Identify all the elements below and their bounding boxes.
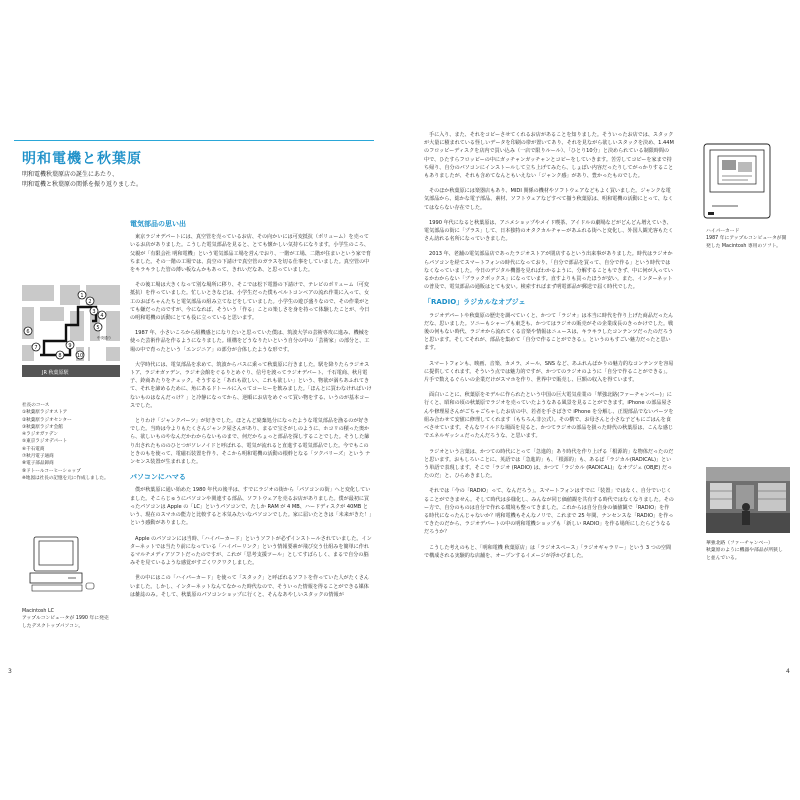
body-paragraph: 1987 年、小さいころから組機感とになりたいと思っていた僕は、筑波大学の芸術専攻に進み、機械を使った芸術作品を作るようになりました。組構をどうなりたいという自分の中の「芸術家」の部分と、工場の中で育ったという「エンジニア」の部分が合体したような形です。 [130, 330, 370, 353]
map-number: 2 [88, 299, 92, 305]
map-number: 1 [80, 293, 84, 299]
article-column-right [424, 131, 674, 567]
lead-text [22, 170, 242, 190]
lead-line: 明和電機秋葉原店の誕生にあたり、 [22, 171, 119, 178]
body-paragraph: 手に入り、また、それをコピーさせてくれるお店があることを知りました。そういったお店では、スタックが大量に積まれている怪しいデータを印刷の帯が置いてあり、それを見ながら欲しいスタックを決め、1.44M のフロッピーディスクを店内で買い込み（一店で限りルール）、「ひとり10分」と決められている制限時間の中で、ひたすらフロッピーの中にガッチャンガッチャンとコピーをしていきます。苦労してコピーを家まで持ち帰り、自分のパソコンにインストールして立ち上げてみたら、しょぼい内容だったりしてがっかりすることもありましたが、それも含めてなんともいえない「ジャンク感」があり、豊かったものでした。 [424, 132, 674, 180]
section-heading: 電気部品の思い出 [130, 220, 186, 228]
page-number-right: 4 [786, 668, 790, 675]
body-paragraph: 僕が秋葉原に通い始めた 1980 年代の後半は、すでにラジオの街から「パソコンの街」へと変化していました。そこらじゅうにパソコンや関連する部品、ソフトウェアを売るお店がありました。僕が最初に買ったパソコンは Apple の「LC」というパソコンで、たしか RAM が 4 MB、ハードディスクが 40MB という、現在のスマホの能力と比較すると本気みたいなパソコンでした。家に届いたときは「未来がきた！」という感動がありました。 [130, 487, 372, 527]
caption-line: したデスクトップパソコン。 [22, 623, 84, 629]
caption-line: アップルコンピュータが 1990 年に発売 [22, 616, 109, 622]
legend-item: ②秋葉原ラジオセンター [22, 417, 72, 423]
macintosh-lc-illustration [28, 535, 98, 593]
legend-item: ①秋葉原ラジオストア [22, 410, 68, 416]
map-number: 6 [26, 329, 30, 335]
map-legend [22, 402, 122, 482]
body-paragraph: 東京ラジオデパートには、真空管を売っているお店、その向かいには可変抵抗（ボリューム）を売っているお店がありました。こうした電気部品を見ると、とても懐かしい気持ちになります。小学生のころ、父親が「有限会社 明和電機」という電気部品工場を営んでおり、一階が工場、二階が住まいという家で育ちました。その一階の工場では、真空の下請けで真空管のガラスを切る仕事をしていました。真空管の中をキラキラした管の薄い板なんかもあって、きれいだなあ、と思っていました。 [130, 234, 372, 274]
street-label: 中央通り [97, 336, 112, 340]
caption-line: 秋葉原のように機器や部品が所狭し [706, 548, 783, 554]
map-number: 7 [34, 345, 38, 351]
body-paragraph: 2013 年、老舗の電気部品店であったラジオストアが閉店するという出来事がありました。時代はラジオからパソコンを経てスマートフォンの時代になっており、「自分で部品を買って、自分で作る」という時代ではなくなっていました。今日のデジタル機器を見ればわかるように、分解することもできず、中に何が入っているかわからない「ブラックボックス」になっています。直すよりも買ったほうが安い。また、インターネットの普及で、電気部品の通販はとても安い。検索すればまず明電部品が郵送で届く時代でした。 [424, 251, 673, 291]
akihabara-map [22, 285, 120, 390]
body-paragraph: そのほか秋葉原には楽器店もあり、MIDI 関係の機材やソフトウェアなどもよく買いました。ジャンクな電気部品から、総かな電子部品、素材、ソフトウェアなどすべて揃う秋葉原は、明和電機の活動にとって、なくてはならない存在でした。 [424, 188, 674, 211]
caption-line: 発した Macintosh 専用のソフト。 [706, 243, 781, 249]
caption-line: 1987 年にアップルコンピュータが開 [706, 236, 787, 242]
section-heading: 「RADIO」ラジカルなオブジェ [424, 298, 526, 307]
body-paragraph: とりわけ「ジャンクパーツ」が好きでした。ほとんど廃棄処分になったような電気部品を漁るのが好きでした。当時は今よりもたくさんジャンク屋さんがあり、まるで宝さがしのように、ホコリの積った奥から、欲しいものやなんだかわからないものまで、何だかちょっと部品を探しすることでした。そうした篩り出されたもののひとつがソレノイドと呼ばれる、電気が流れると直進する電気部品でした。今でもこのときのもを使って、電磁石装置を作り、そこから明和電機の活動の根幹となる「ツクバリーズ」という ナンセンス装置が生まれました。 [130, 418, 371, 466]
map-number: 5 [96, 325, 100, 331]
caption-title: Macintosh LC [22, 609, 54, 614]
legend-item: ⑨ドトールコーヒーショップ [22, 468, 81, 474]
legend-note: ※地図は社長の記憶を元に作成しました。 [22, 475, 109, 481]
map-number: 3 [92, 309, 96, 315]
lead-line: 明和電機と秋葉原の関係を振り返りました。 [22, 181, 143, 188]
legend-item: ⑥千石電商 [22, 446, 45, 452]
body-paragraph: その後工場は大きくなって別な場所に移り、そこでは松下電器の下請けで、テレビのボリューム（可変抵抗）を作っていました。忙しいときなどは、小学生だった僕もベルトコンベアの流れ作業に入って、女工のおばちゃんたちと電気部品の組み立てなどをしていました。小学生の遊び盛りなので、その作業がとても嫌だったのですが、今になれば、そういう「作る」ことの楽しさを身を持って体験したことが、今日の明和電機の活動にとても役に立っていると思います。 [130, 282, 370, 322]
electronics-market-photo [706, 467, 790, 533]
body-paragraph: ラジオという言葉は、かつての時代にとって「急進的」あり時代を作り上げる「根源的」な物体だったのだと思います。おもしろいことに、英語では「急進的」も、「根源的」も、あるば「ラジカル(RADICAL)」という単語で表現します。そこで「ラジオ (RADIO) は、かつて「ラジカル (RADICAL)」なオブジェ (OBJE) だったのだ」と、ひらめきました。 [424, 448, 674, 480]
title-rule [14, 140, 374, 141]
body-paragraph: ラジオデパートや秋葉原の歴史を調べていくと、かつて「ラジオ」は本当に時代を作り上げた商品だったんだな、思いました。ソニーもシャープも東芝も、かつてはラジオの販売がその企業成長のきっかけでした。戦後の何もない時代、ラジオから流れてくる音楽や情報はニュースは、キラキラしたコンテンツだったのだろうと思います。そしてそれが、部品を集めて「自分で作ることができる」。というのもすごい魅力だったと思います。 [424, 312, 674, 352]
body-paragraph: 世の中にはこの「ハイパーカード」を使って「スタック」と呼ばれるソフトを作っていた人がたくさんいました。しかし、インターネットなんてなかった時代なので、そういった情報を得ることができる媒体は雑誌のみ。そして、秋葉原のパソコンショップに行くと、そんなあやしいスタックの情報が [130, 575, 370, 598]
map-number: 4 [100, 313, 104, 319]
body-paragraph: こうした考えのもと、「明和電機 秋葉原店」は「ラジオスペース」「ラジオギャラリー」という 3 つの空間で構成される実験的な店舗を、オープンするイメージが浮かびました。 [424, 544, 672, 559]
station-label: JR 秋葉原駅 [42, 370, 69, 376]
map-number: 8 [58, 353, 62, 359]
caption-line: と並んでいる。 [706, 555, 740, 561]
body-paragraph: それでは「今の「RADIO」って、なんだろう」。スマートフォンはすでに「装置」ではなく、自分でいじくることができません。そして時代は多様化し、みんなが同じ価値観を共有する時代ではなくなりました。そのー方で、自分のものは自分で作れる環境も整ってきました。これからは自分自身の価値観で「RADIO」を作る時代になったんじゃないか？明和電機もそんなノリで、これまで 25 年間、ナンセンスな「RADIO」を作ってきたのだから、ラジオデパートの中の明和電機ショップも「新しい RADIO」を作る場所にしたらどうなるだろうか？ [424, 488, 674, 536]
photo-caption [706, 540, 783, 562]
legend-item: ⑧電子部品卸商 [22, 461, 54, 467]
legend-title: 社長のコース [22, 403, 50, 408]
legend-item: ③秋葉原ラジオ会館 [22, 424, 63, 430]
body-paragraph: Apple のパソコンには当時、「ハイパーカード」というソフトが必ずインストールされていました。インターネットでは当たり前になっている「ハイパーリンク」という情報要素が飛び交う仕組みを簡単に作れるマルチメディアソフトだったのですが、これが「思考支援ツール」としてすばらしく、まるで自分の脳みそを見ているような感覚がすごくワクワクしました。 [130, 535, 372, 567]
article-column-left [130, 220, 372, 606]
hypercard-mac-illustration [698, 140, 776, 222]
body-paragraph: スマートフォンも、映画、音楽、カメラ、メール、SNS など、あふれんばかりの魅力的なコンテンツを容易に提供してくれます。そういう点では魅力的ですが、かつてのラジオのように「自分で作ることができる」。片手で数えるぐらいの企業だけがスマホを作り、世界中で販売し、巨額の収入を得ています。 [424, 360, 674, 384]
map-number: 10 [76, 353, 84, 359]
page-number-left: 3 [8, 668, 12, 675]
caption-title: 華強北路（ファーチャンベー） [706, 541, 773, 546]
caption-title: ハイパーカード [706, 229, 740, 234]
page-title: 明和電機と秋葉原 [22, 151, 142, 167]
macintosh-caption [22, 608, 109, 630]
map-number: 9 [68, 343, 72, 349]
body-paragraph: 大学時代には、電気部品を求めて、筑波からバスに乗って秋葉原に行きました。駅を降りたらラジオストア、ラジオガァデン、ラジオ会館をぐるりとめぐり、信号を渡ってラジオデパート、千石電商、秋月電子、鈴商あたりをチェック。そうすると「あれも欲しい、これも欲しい」という、物欲が満ちあふれてきて、それを諦めるために、角にあるドトールに入ってコーヒーを飲みました。「ほんとに買わなければいけないものはなんだっけ？」と冷静になってから、逆順にお店をめぐって買い物をする、いうのが基本コースでした。 [130, 361, 372, 409]
hypercard-caption [706, 228, 786, 250]
body-paragraph: 1990 年代になると秋葉原は、アニメショップやメイド喫茶、アイドルの劇場などがどんどん増えていき、電気部品の街に「プラス」して、日本独特のオタクカルチャーがあふれる街へと変化し、外国人観光客もたくさん訪れる名所になっていきました。 [424, 219, 674, 243]
legend-item: ⑤東京ラジオデパート [22, 439, 68, 445]
section-heading: パソコンにハマる [130, 473, 186, 482]
legend-item: ⑦秋月電子通商 [22, 454, 54, 460]
legend-item: ④ラジオガァデン [22, 432, 58, 438]
body-paragraph: 面白いことに、秋葉原をモデルに作られたという中国の巨大電気産業の「華強北路(ファーチャンベー)」に行くと、昭和の頃の秋葉原でラジオを売っていたようなある風景を見ることができます。iPhone の部品屋さんや修理屋さんがごちゃごちゃしたお店の中、若者を手さばきで iPhone を分解し、正規部品でないパーツを組み合わせて安値に修理してくれます（もちろん非公式）。その横で、お母さんと小さな子どもにごはんを食べさせています。そんなワイルドな場面を見ると、かつてラジオの部品を扱った時代の秋葉原は、こんな感じでエネルギッシュだったんだろうな、と思います。 [424, 392, 674, 440]
